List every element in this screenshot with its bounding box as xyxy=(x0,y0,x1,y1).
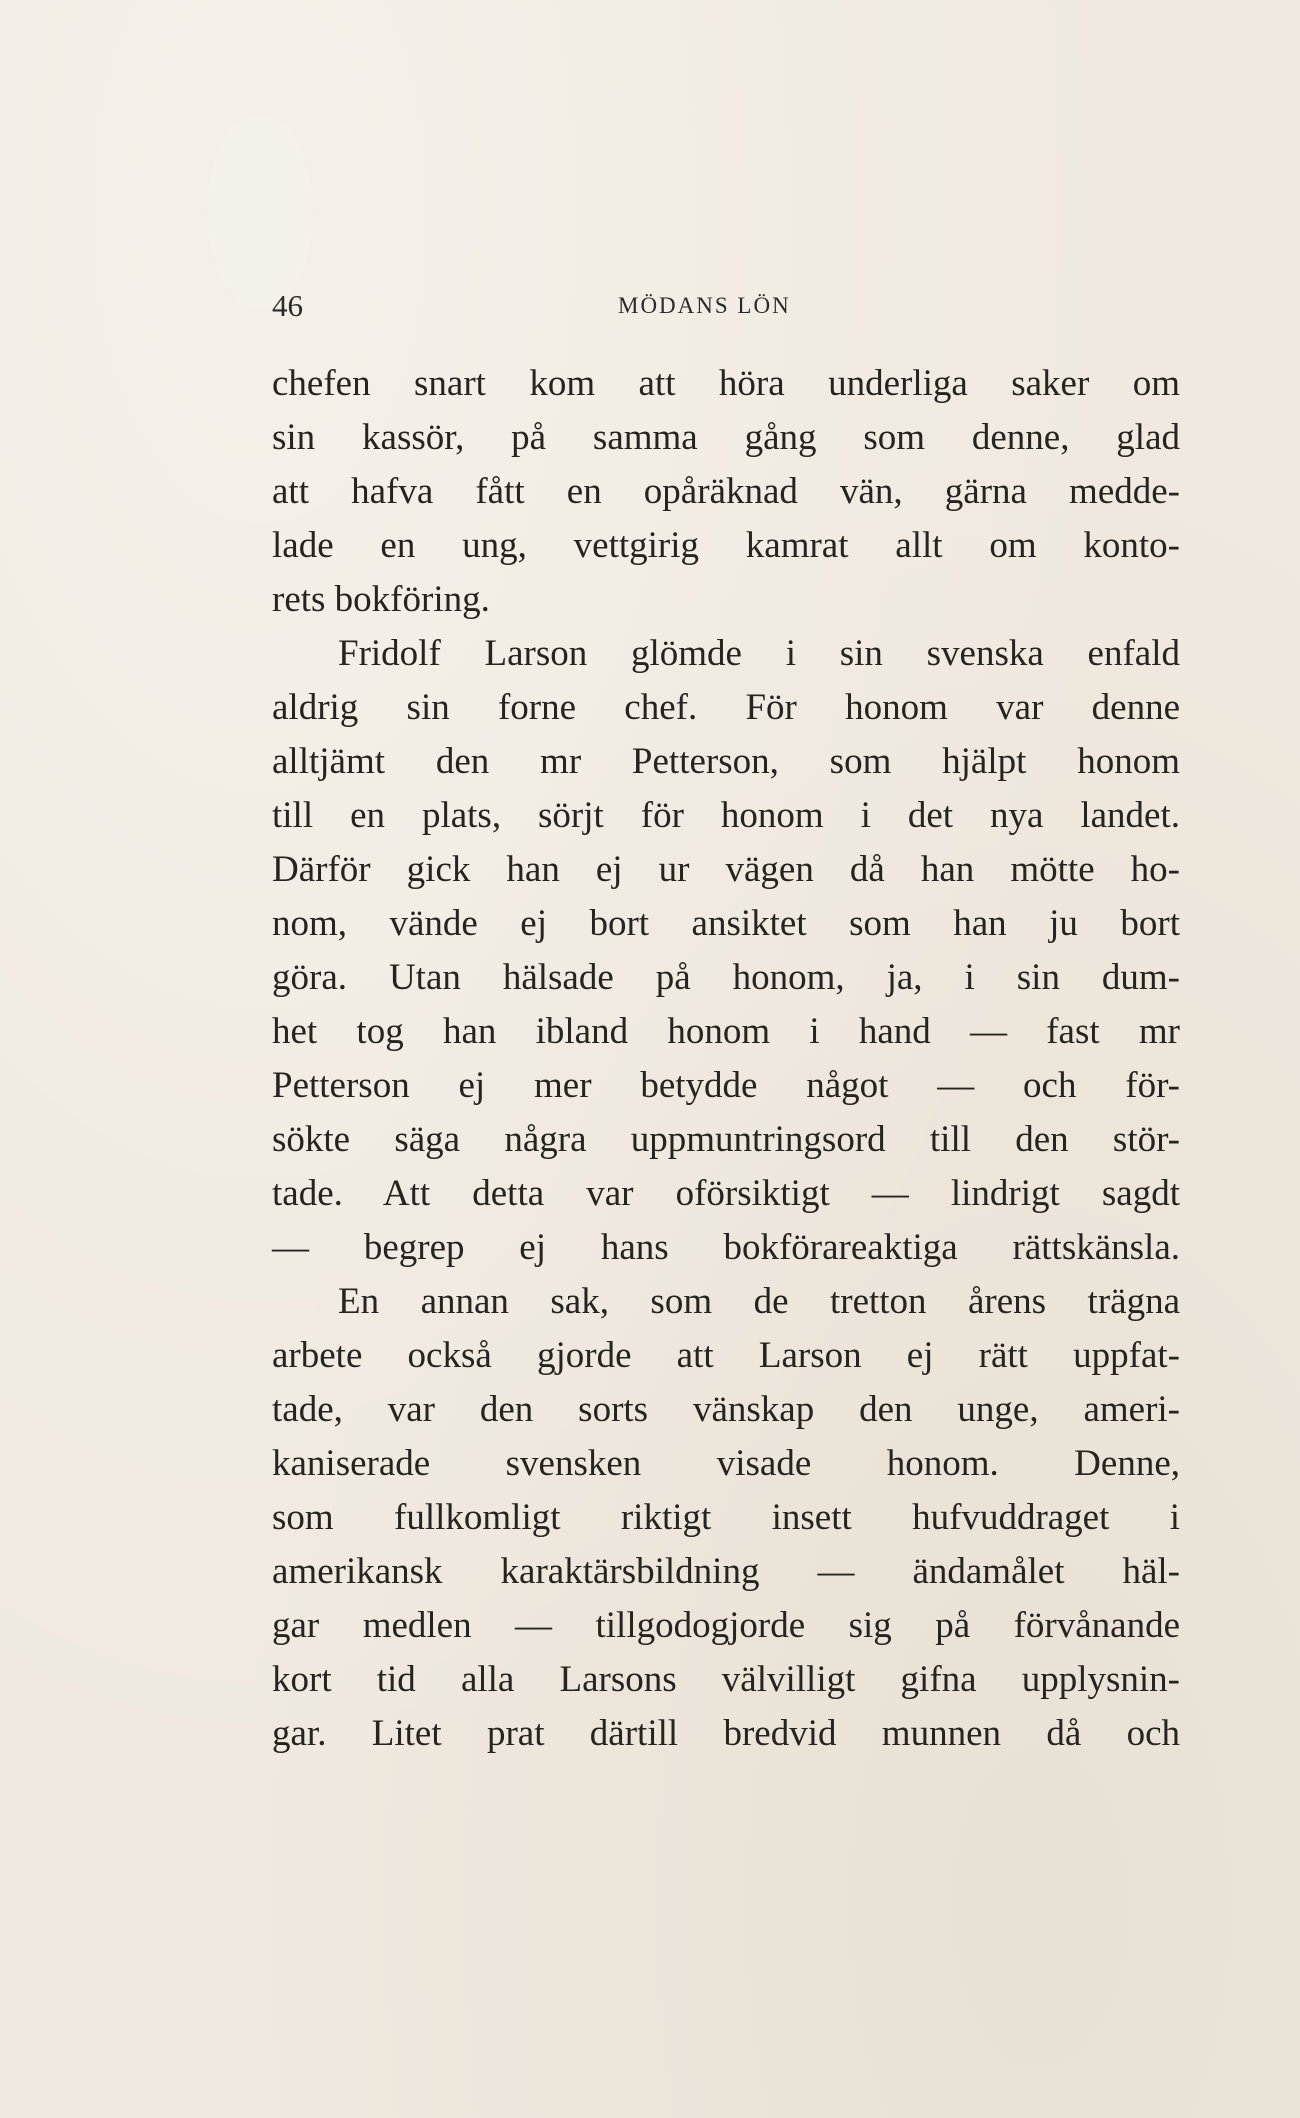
text-line: sökte säga några uppmuntringsord till den stör- xyxy=(272,1119,1180,1160)
text-line: kaniserade svensken visade honom. Denne, xyxy=(272,1443,1180,1484)
text-line: het tog han ibland honom i hand — fast mr xyxy=(272,1011,1180,1052)
text-line: chefen snart kom att höra underliga saker om xyxy=(272,363,1180,404)
running-title: MÖDANS LÖN xyxy=(618,293,791,318)
text-line: att hafva fått en opåräknad vän, gärna medde- xyxy=(272,471,1180,512)
text-line: göra. Utan hälsade på honom, ja, i sin dum- xyxy=(272,957,1180,998)
text-line: Petterson ej mer betydde något — och för- xyxy=(272,1065,1180,1106)
page-number: 46 xyxy=(272,288,303,323)
running-head xyxy=(272,286,1180,326)
text-line: arbete också gjorde att Larson ej rätt uppfat- xyxy=(272,1335,1180,1376)
text-line: till en plats, sörjt för honom i det nya landet. xyxy=(272,795,1180,836)
text-line: lade en ung, vettgirig kamrat allt om konto- xyxy=(272,525,1180,566)
text-line: rets bokföring. xyxy=(272,579,490,620)
text-line: gar. Litet prat därtill bredvid munnen då och xyxy=(272,1713,1180,1754)
text-line: Fridolf Larson glömde i sin svenska enfald xyxy=(338,633,1180,674)
text-line: nom, vände ej bort ansiktet som han ju bort xyxy=(272,903,1180,944)
text-line: som fullkomligt riktigt insett hufvuddraget i xyxy=(272,1497,1180,1538)
text-line: amerikansk karaktärsbildning — ändamålet häl- xyxy=(272,1551,1180,1592)
text-line: — begrep ej hans bokförareaktiga rättskänsla. xyxy=(272,1227,1180,1268)
text-line: sin kassör, på samma gång som denne, glad xyxy=(272,417,1180,458)
text-line: Därför gick han ej ur vägen då han mötte ho- xyxy=(272,849,1180,890)
body-text xyxy=(272,357,1180,1761)
text-line: alltjämt den mr Petterson, som hjälpt honom xyxy=(272,741,1180,782)
text-line: En annan sak, som de tretton årens trägna xyxy=(338,1281,1180,1322)
text-line: aldrig sin forne chef. För honom var denne xyxy=(272,687,1180,728)
text-line: kort tid alla Larsons välvilligt gifna upplysnin- xyxy=(272,1659,1180,1700)
text-line: tade. Att detta var oförsiktigt — lindrigt sagdt xyxy=(272,1173,1180,1214)
text-line: gar medlen — tillgodogjorde sig på förvånande xyxy=(272,1605,1180,1646)
text-line: tade, var den sorts vänskap den unge, ameri- xyxy=(272,1389,1180,1430)
